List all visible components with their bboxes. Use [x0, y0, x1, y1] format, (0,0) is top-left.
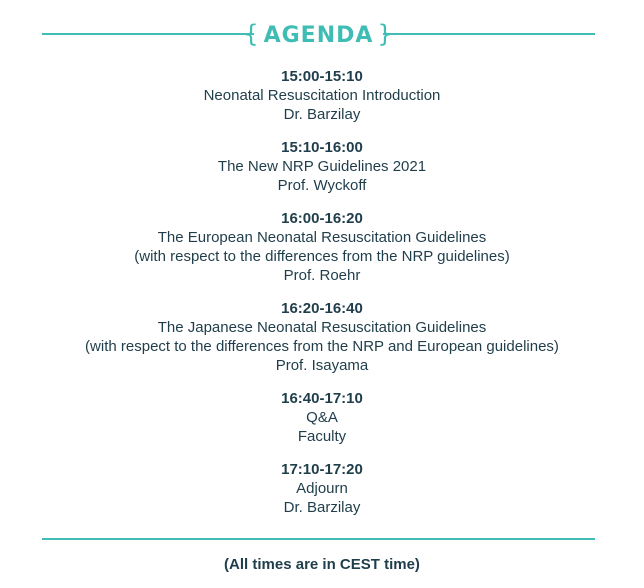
page-title	[42, 18, 595, 52]
session-time: 15:00-15:10	[281, 68, 363, 85]
session-subtitle: (with respect to the differences from the NRP guidelines)	[134, 248, 510, 265]
agenda-list	[0, 67, 644, 531]
session-time: 17:10-17:20	[281, 461, 363, 478]
agenda-session	[0, 460, 644, 517]
page-title-text: AGENDA	[263, 23, 374, 48]
session-speaker: Dr. Barzilay	[283, 106, 361, 123]
agenda-session	[0, 299, 644, 375]
timezone-note: (All times are in CEST time)	[224, 556, 420, 573]
session-speaker: Prof. Wyckoff	[277, 177, 367, 194]
session-time: 15:10-16:00	[281, 139, 363, 156]
agenda-session	[0, 389, 644, 446]
session-subtitle: (with respect to the differences from the NRP and European guidelines)	[85, 338, 559, 355]
session-speaker: Dr. Barzilay	[283, 499, 361, 516]
left-brace-icon: {	[243, 20, 260, 48]
session-speaker: Prof. Isayama	[275, 357, 369, 374]
session-speaker: Faculty	[297, 428, 347, 445]
session-speaker: Prof. Roehr	[283, 267, 361, 284]
session-title: Q&A	[306, 409, 338, 426]
agenda-session	[0, 67, 644, 124]
session-title: The New NRP Guidelines 2021	[217, 158, 427, 175]
session-title: The Japanese Neonatal Resuscitation Guidelines	[157, 319, 487, 336]
footer-rule	[42, 538, 595, 540]
agenda-session	[0, 138, 644, 195]
session-time: 16:40-17:10	[281, 390, 363, 407]
session-time: 16:00-16:20	[281, 210, 363, 227]
session-title: The European Neonatal Resuscitation Guidelines	[157, 229, 487, 246]
session-title: Adjourn	[296, 480, 348, 497]
agenda-header	[42, 18, 595, 52]
right-brace-icon: }	[377, 20, 394, 48]
agenda-session	[0, 209, 644, 285]
session-title: Neonatal Resuscitation Introduction	[203, 87, 441, 104]
session-time: 16:20-16:40	[281, 300, 363, 317]
